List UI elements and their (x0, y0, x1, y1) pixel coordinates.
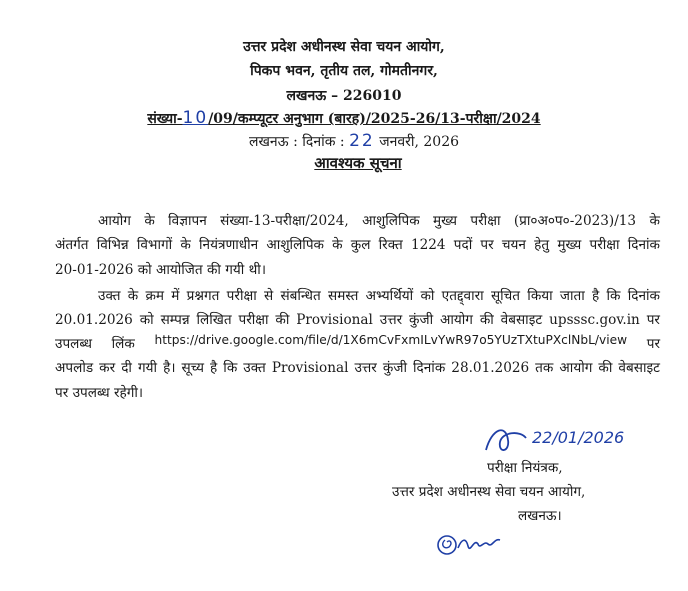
date-line (10, 131, 688, 151)
date-suffix: जनवरी, 2026 (374, 134, 460, 150)
word: पर (646, 336, 660, 352)
paragraph2-line5: पर उपलब्ध रहेगी। (55, 385, 144, 401)
signatory-city: लखनऊ। (518, 508, 562, 524)
header-org-name: उत्तर प्रदेश अधीनस्थ सेवा चयन आयोग, (243, 39, 445, 55)
header-city-pin: लखनऊ – 226010 (286, 88, 402, 104)
word: उपलब्ध (55, 336, 93, 352)
paragraph2-line2: 20.01.2026 को सम्पन्न लिखित परीक्षा की Provisional उत्तर कुंजी आयोग की वेबसाइट upsssc.gov.in पर (55, 312, 660, 328)
paragraph2-line3 (55, 333, 660, 352)
word: विज्ञापन (168, 213, 207, 229)
handwritten-reference-number: 10 (182, 108, 209, 128)
header-address: पिकप भवन, तृतीय तल, गोमतीनगर, (250, 63, 438, 79)
handwritten-signature-date: 22/01/2026 (532, 428, 625, 447)
answer-key-link[interactable]: https://drive.google.com/file/d/1X6mCvFxmILvYwR97o5YUzTXtuPXclNbL/view (154, 333, 628, 347)
paragraph1-line3: 20-01-2026 को आयोजित की गयी थी। (55, 262, 266, 278)
paragraph2-line1: उक्त के क्रम में प्रश्नगत परीक्षा से संबन्धित समस्त अभ्यर्थियों को एतद्द्वारा सूचित किया जाता है कि दिनांक (98, 288, 660, 304)
date-prefix: लखनऊ : दिनांक : (248, 134, 350, 150)
word: संख्या-13-परीक्षा/2024, (220, 213, 349, 229)
word: मुख्य (433, 213, 458, 229)
signatory-designation: परीक्षा नियंत्रक, (487, 460, 563, 476)
word: आशुलिपिक (362, 213, 420, 229)
notice-title: आवश्यक सूचना (314, 154, 402, 172)
word: लिंक (111, 336, 135, 352)
word: (प्रा०अ०प०-2023)/13 (513, 213, 637, 229)
word: आयोग (98, 213, 131, 229)
word: के (649, 213, 660, 229)
signatory-organisation: उत्तर प्रदेश अधीनस्थ सेवा चयन आयोग, (392, 484, 586, 500)
handwritten-initials (436, 530, 506, 560)
reference-number (0, 108, 688, 128)
handwritten-date-day: 22 (349, 131, 375, 151)
word: परीक्षा (470, 213, 501, 229)
reference-prefix: संख्या- (147, 111, 183, 127)
paragraph2-line4: अपलोड कर दी गयी है। सूच्य है कि उक्त Provisional उत्तर कुंजी दिनांक 28.01.2026 तक आयोग की वेबसाइट (55, 360, 660, 376)
word: के (144, 213, 155, 229)
reference-suffix: /09/कम्प्यूटर अनुभाग (बारह)/2025-26/13-परीक्षा/2024 (208, 111, 541, 127)
paragraph1-line2: अंतर्गत विभिन्न विभागों के नियंत्रणाधीन आशुलिपिक के कुल रिक्त 1224 पदों पर चयन हेतु मुख्य परीक्षा दिनांक (55, 237, 660, 253)
paragraph1-line1 (98, 210, 660, 229)
